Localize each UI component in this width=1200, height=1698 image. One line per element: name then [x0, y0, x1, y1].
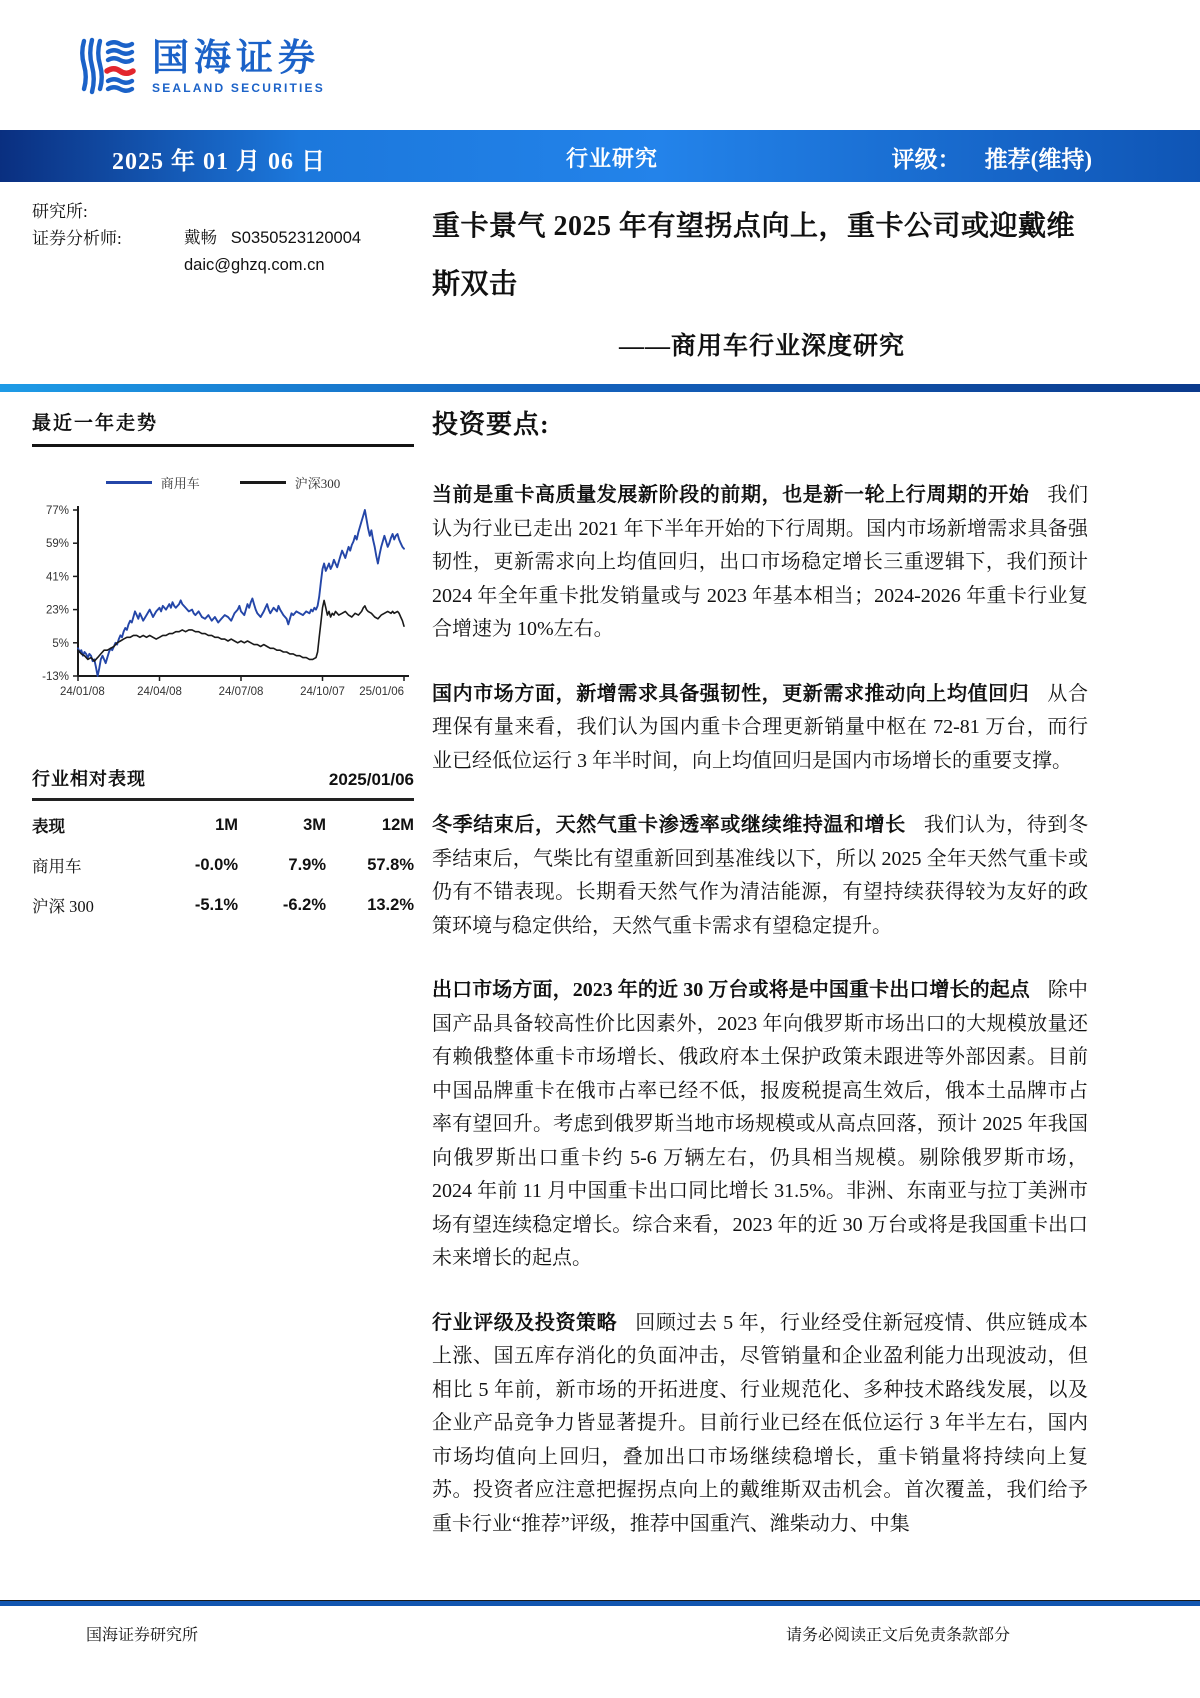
- svg-text:5%: 5%: [52, 637, 69, 650]
- sealand-logo-icon: [74, 34, 138, 98]
- table-cell: -0.0%: [194, 855, 238, 874]
- main-column: [432, 404, 1088, 1572]
- svg-text:41%: 41%: [45, 571, 69, 584]
- paragraph-body: 我们认为行业已走出 2021 年下半年开始的下行周期。国内市场新增需求具备强韧性，更新需求向上均值回归，出口市场稳定增长三重逻辑下，我们预计 2024 年全年重卡批发销量或与 2023 年基本相当；2024-2026 年重卡行业复合增速为 10%左右。: [432, 484, 1089, 640]
- paragraph-lead: 出口市场方面，2023 年的近 30 万台或将是中国重卡出口增长的起点: [432, 979, 1030, 1001]
- svg-text:77%: 77%: [45, 505, 69, 517]
- svg-text:25/01/06: 25/01/06: [359, 686, 404, 698]
- sidebar-column: [32, 408, 414, 925]
- trend-heading: 最近一年走势: [32, 408, 414, 447]
- legend-line-blue: [106, 481, 152, 484]
- table-cell: 3M: [303, 815, 326, 834]
- title-block: [432, 198, 1092, 362]
- analyst-cert-no: S0350523120004: [230, 229, 362, 247]
- analyst-name: 戴畅: [184, 229, 217, 247]
- svg-text:-13%: -13%: [42, 671, 69, 683]
- highlight-paragraph: [432, 809, 1088, 943]
- paragraph-body: 回顾过去 5 年，行业经受住新冠疫情、供应链成本上涨、国五库存消化的负面冲击，尽管销量和企业盈利能力出现波动，但相比 5 年前，新市场的开拓进度、行业规范化、多种技术路线发展，以及企业产品竞争力皆显著提升。目前行业已经在低位运行 3 年半左右，国内市场均值向上回归，叠加出口市场继续稳增长，重卡销量将持续向上复苏。投资者应注意把握拐点向上的戴维斯双击机会。首次覆盖，我们给予重卡行业“推荐”评级，推荐中国重汽、潍柴动力、中集: [432, 1311, 1089, 1535]
- table-row: [32, 805, 414, 845]
- highlight-paragraph: [432, 479, 1088, 647]
- table-cell: 57.8%: [367, 855, 414, 874]
- header-band: [0, 130, 1200, 182]
- section-divider: [0, 384, 1200, 392]
- paragraph-body: 我们认为，待到冬季结束后，气柴比有望重新回到基准线以下，所以 2025 全年天然气重卡或仍有不错表现。长期看天然气作为清洁能源，有望持续获得较为友好的政策环境与稳定供给，天然气重卡需求有望稳定提升。: [432, 814, 1089, 937]
- paragraph-lead: 冬季结束后，天然气重卡渗透率或继续维持温和增长: [432, 814, 906, 836]
- rating-badge: [892, 141, 1092, 174]
- table-cell: 表现: [32, 817, 65, 836]
- performance-table: [32, 805, 414, 925]
- legend-label: 沪深300: [294, 476, 341, 491]
- brand-logo: [74, 34, 325, 98]
- legend-item-hushen300: [240, 473, 341, 492]
- analyst-block: [32, 198, 418, 279]
- paragraph-lead: 当前是重卡高质量发展新阶段的前期，也是新一轮上行周期的开始: [432, 484, 1030, 506]
- paragraph-lead: 国内市场方面，新增需求具备强韧性，更新需求推动向上均值回归: [432, 682, 1030, 705]
- legend-label: 商用车: [160, 476, 200, 491]
- performance-section: [32, 765, 414, 925]
- paragraph-body: 除中国产品具备较高性价比因素外，2023 年向俄罗斯市场出口的大规模放量还有赖俄整体重卡市场增长、俄政府本土保护政策未跟进等外部因素。目前中国品牌重卡在俄市占率已经不低，报废税提高生效后，俄本土品牌市占率有望回升。考虑到俄罗斯当地市场规模或从高点回落，预计 2025 年我国向俄罗斯出口重卡约 5-6 万辆左右，仍具相当规模。剔除俄罗斯市场，2024 年前 11 月中国重卡出口同比增长 31.5%。非洲、东南亚与拉丁美洲市场有望连续稳定增长。综合来看，2023 年的近 30 万台或将是我国重卡出口未来增长的起点。: [432, 979, 1089, 1269]
- legend-item-shangyongche: [106, 473, 200, 492]
- brand-name-cn: 国海证券: [152, 36, 320, 78]
- highlights-paragraphs: [432, 479, 1088, 1541]
- table-cell: 沪深 300: [32, 897, 94, 916]
- analyst-label: 证券分析师:: [32, 229, 122, 248]
- rating-label: 评级：: [891, 147, 961, 172]
- report-date: 2025 年 01 月 06 日: [112, 149, 326, 175]
- svg-text:24/07/08: 24/07/08: [218, 686, 264, 698]
- highlights-title: 投资要点:: [432, 410, 550, 439]
- svg-text:24/04/08: 24/04/08: [137, 686, 182, 698]
- performance-heading: 行业相对表现: [32, 769, 146, 789]
- trend-chart-svg: [32, 500, 414, 700]
- brand-name-en: SEALAND SECURITIES: [152, 80, 325, 95]
- rating-value: 推荐(维持): [984, 147, 1092, 172]
- footer-right-text: 请务必阅读正文后免责条款部分: [785, 1627, 1010, 1644]
- performance-date: 2025/01/06: [328, 770, 414, 789]
- table-cell: 商用车: [32, 857, 82, 876]
- svg-text:23%: 23%: [45, 604, 69, 617]
- table-cell: -5.1%: [194, 895, 238, 914]
- analyst-email: daic@ghzq.com.cn: [184, 256, 325, 274]
- table-row: [32, 845, 414, 885]
- paragraph-body: 从合理保有量来看，我们认为国内重卡合理更新销量中枢在 72-81 万台，而行业已经低位运行 3 年半时间，向上均值回归是国内市场增长的重要支撑。: [432, 682, 1089, 772]
- legend-line-black: [240, 481, 286, 484]
- table-cell: 13.2%: [367, 895, 414, 914]
- doc-type: 行业研究: [566, 146, 659, 171]
- table-cell: 12M: [381, 815, 414, 834]
- highlight-paragraph: [432, 1307, 1088, 1542]
- table-cell: 1M: [215, 815, 238, 834]
- footer-divider: [0, 1600, 1200, 1606]
- svg-text:24/01/08: 24/01/08: [60, 686, 105, 698]
- performance-header: [32, 765, 414, 801]
- report-subtitle: ——商用车行业深度研究: [618, 333, 905, 360]
- svg-text:24/10/07: 24/10/07: [300, 686, 345, 698]
- svg-text:59%: 59%: [45, 538, 69, 551]
- table-cell: -6.2%: [282, 895, 326, 914]
- highlight-paragraph: [432, 678, 1088, 779]
- highlight-paragraph: [432, 974, 1088, 1276]
- chart-legend: [32, 473, 414, 492]
- footer-left-text: 国海证券研究所: [86, 1627, 199, 1644]
- report-title: 重卡景气 2025 年有望拐点向上，重卡公司或迎戴维斯双击: [432, 211, 1076, 300]
- paragraph-lead: 行业评级及投资策略: [432, 1311, 618, 1334]
- dept-label: 研究所:: [32, 202, 88, 221]
- table-row: [32, 885, 414, 925]
- table-cell: 7.9%: [288, 855, 326, 874]
